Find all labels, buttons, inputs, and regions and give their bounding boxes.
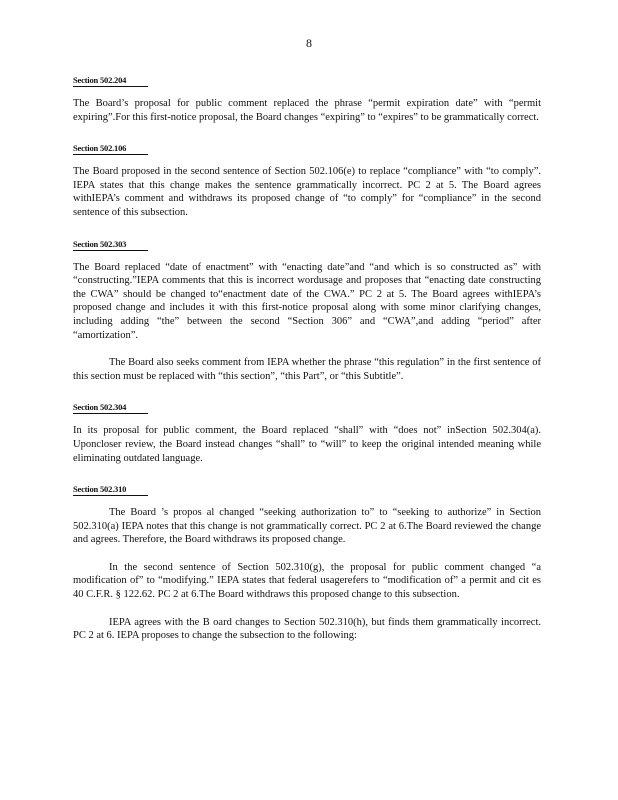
section-heading: Section 502.106 (73, 142, 148, 155)
paragraph: In its proposal for public comment, the Board replaced “shall” with “does not” inSection 502.304(a). Uponcloser review, the Board instead changes “shall” to “will” to keep the original intended meaning while eliminating outdated language. (73, 425, 541, 464)
section-502-310 (73, 479, 541, 643)
document-body (73, 70, 541, 657)
section-502-204 (73, 70, 541, 124)
section-502-304 (73, 397, 541, 465)
paragraph: The Board replaced “date of enactment” with “enacting date”and “and which is so constructed as” with “constructing.”IEPA comments that this is incorrect wordusage and proposes that “enacting date constructing the CWA” should be changed to“enactment date of the CWA.” PC 2 at 5. The Board agrees withIEPA’s proposed change and includes it with this first-notice proposal along with some minor clarifying changes, including adding “the” between the second “Section 306” and “CWA”,and adding “period” after “amortization”. (73, 261, 541, 341)
section-heading: Section 502.310 (73, 483, 148, 496)
section-502-106 (73, 138, 541, 219)
paragraph: The Board’s proposal for public comment replaced the phrase “permit expiration date” with “permit expiring”.For this first-notice proposal, the Board changes “expiring” to “expires” to be grammatically correct. (73, 98, 541, 123)
paragraph: The Board proposed in the second sentence of Section 502.106(e) to replace “compliance” with “to comply”. IEPA states that this change makes the sentence grammatically incorrect. PC 2 at 5. The Board agrees withIEPA’s comment and withdraws its proposed change of “to comply” for “compliance” in the second sentence of this subsection. (73, 166, 541, 218)
section-heading: Section 502.303 (73, 238, 148, 251)
paragraph: The Board also seeks comment from IEPA whether the phrase “this regulation” in the first sentence of this section must be replaced with “this section”, “this Part”, or “this Subtitle”. (73, 357, 541, 382)
page-number: 8 (306, 36, 312, 50)
section-502-303 (73, 234, 541, 384)
section-heading: Section 502.204 (73, 74, 148, 87)
paragraph: In the second sentence of Section 502.310(g), the proposal for public comment changed “a modification of” to “modifying.” IEPA states that federal usagerefers to “modification of” a permit and cit es 40 C.F.R. § 122.62. PC 2 at 6.The Board withdraws this proposed change to this subsection. (73, 561, 541, 601)
paragraph: IEPA agrees with the B oard changes to Section 502.310(h), but finds them grammatically incorrect. PC 2 at 6. IEPA proposes to change the subsection to the following: (73, 616, 541, 642)
section-heading: Section 502.304 (73, 401, 148, 414)
paragraph: The Board ’s propos al changed “seeking authorization to” to “seeking to authorize” in Section 502.310(a) IEPA notes that this change is not grammatically correct. PC 2 at 6.The Board reviewed the change and agrees. Therefore, the Board withdraws its proposed change. (73, 507, 541, 546)
